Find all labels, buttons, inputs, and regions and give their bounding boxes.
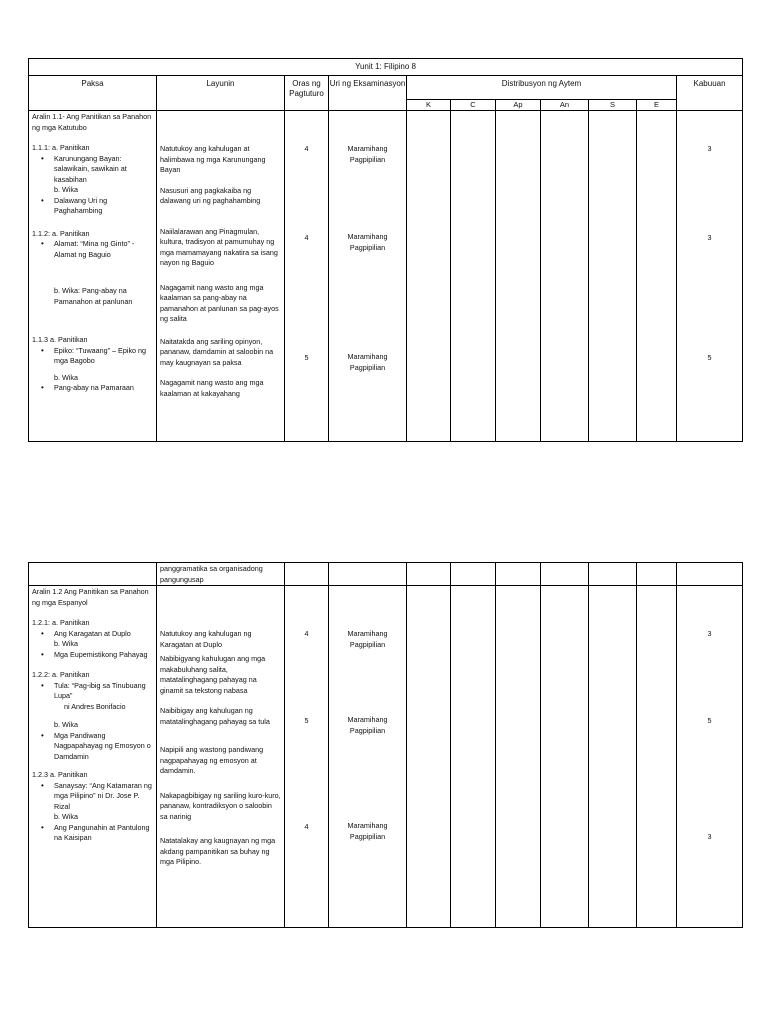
layunin-item: Napipili ang wastong pandiwang nagpapahayag ng emosyon at damdamin. bbox=[160, 745, 264, 775]
e-cell bbox=[637, 586, 677, 928]
layunin-cell bbox=[157, 586, 285, 928]
c-cell bbox=[451, 563, 496, 586]
layunin-item: Natutukoy ang kahulugan at halimbawa ng mga Karunungang Bayan bbox=[160, 144, 266, 174]
paksa-1-2-3: 1.2.3 a. Panitikan bbox=[32, 770, 88, 779]
paksa-wika: b. Wika bbox=[54, 372, 78, 382]
list-item: • Pang-abay na Pamaraan bbox=[54, 383, 153, 394]
uri-value: Maramihang Pagpipilian bbox=[347, 232, 388, 252]
s-cell bbox=[589, 111, 637, 442]
e-cell bbox=[637, 111, 677, 442]
k-cell bbox=[407, 563, 451, 586]
subheader-an: An bbox=[541, 100, 589, 111]
layunin-item: Naitatakda ang sariling opinyon, pananaw, damdamin at saloobin na may kaugnayan sa paksa bbox=[160, 336, 274, 367]
ap-cell bbox=[496, 563, 541, 586]
ap-cell bbox=[496, 111, 541, 442]
oras-value: 4 bbox=[304, 144, 309, 153]
aralin-heading: Aralin 1.1- Ang Panitikan sa Panahon ng mga Katutubo bbox=[32, 112, 152, 132]
oras-cell bbox=[285, 586, 329, 928]
aralin-heading: Aralin 1.2 Ang Panitikan sa Panahon ng mga Espanyol bbox=[32, 587, 149, 607]
e-cell bbox=[637, 563, 677, 586]
kabuuan-cell bbox=[677, 111, 743, 442]
list-item: • Mga Pandiwang Nagpapahayag ng Emosyon o Damdamin bbox=[54, 731, 153, 763]
list-item: • Dalawang Uri ng Paghahambing bbox=[54, 196, 153, 217]
paksa-wika: b. Wika bbox=[54, 812, 78, 821]
table-yunit-1 bbox=[28, 58, 743, 442]
list-item: • Tula: “Pag-ibig sa Tinubuang Lupa” bbox=[54, 681, 153, 702]
kabuuan-cell bbox=[677, 563, 743, 586]
paksa-1-1-2: 1.1.2: a. Panitikan bbox=[32, 228, 90, 238]
subheader-ap: Ap bbox=[496, 100, 541, 111]
uri-value: Maramihang Pagpipilian bbox=[347, 821, 388, 841]
paksa-1-1-3: 1.1.3 a. Panitikan bbox=[32, 335, 88, 344]
layunin-item: Nakapagbibigay ng sariling kuro-kuro, pananaw, kontradiksyon o saloobin sa narinig bbox=[160, 790, 281, 821]
header-oras: Oras ng Pagtuturo bbox=[285, 76, 329, 111]
oras-value: 4 bbox=[304, 232, 309, 242]
list-item: • Alamat: “Mina ng Ginto” - Alamat ng Baguio bbox=[54, 239, 153, 260]
uri-value: Maramihang Pagpipilian bbox=[347, 629, 388, 649]
header-distribusyon: Distribusyon ng Aytem bbox=[407, 76, 677, 100]
layunin-item: Nagagamit nang wasto ang mga kaalaman sa pang-abay na pamanahon at panlunan sa pag-ayos ng salita bbox=[160, 282, 279, 323]
uri-cell bbox=[329, 111, 407, 442]
uri-value: Maramihang Pagpipilian bbox=[347, 144, 388, 164]
oras-value: 4 bbox=[304, 822, 309, 831]
header-layunin: Layunin bbox=[157, 76, 285, 111]
kabuuan-value: 3 bbox=[707, 629, 712, 638]
an-cell bbox=[541, 111, 589, 442]
subheader-e: E bbox=[637, 100, 677, 111]
uri-value: Maramihang Pagpipilian bbox=[347, 352, 388, 372]
paksa-wika: b. Wika bbox=[54, 185, 78, 194]
list-item: • Ang Karagatan at Duplo bbox=[54, 629, 153, 640]
table-title: Yunit 1: Filipino 8 bbox=[29, 59, 743, 76]
kabuuan-cell bbox=[677, 586, 743, 928]
k-cell bbox=[407, 111, 451, 442]
list-item: • Karunungang Bayan: salawikain, sawikain at kasabihan bbox=[54, 154, 153, 186]
paksa-1-2-1: 1.2.1: a. Panitikan bbox=[32, 618, 90, 627]
paksa-author: ni Andres Bonifacio bbox=[64, 701, 126, 711]
oras-value: 5 bbox=[304, 715, 309, 725]
kabuuan-value: 5 bbox=[707, 715, 712, 725]
paksa-cell bbox=[29, 563, 157, 586]
subheader-k: K bbox=[407, 100, 451, 111]
layunin-cell bbox=[157, 111, 285, 442]
subheader-c: C bbox=[451, 100, 496, 111]
an-cell bbox=[541, 586, 589, 928]
oras-value: 4 bbox=[304, 629, 309, 638]
subheader-s: S bbox=[589, 100, 637, 111]
oras-cell bbox=[285, 563, 329, 586]
kabuuan-value: 3 bbox=[707, 232, 712, 242]
oras-value: 5 bbox=[304, 353, 309, 362]
kabuuan-value: 3 bbox=[707, 144, 712, 153]
uri-cell bbox=[329, 563, 407, 586]
paksa-wika: b. Wika bbox=[54, 639, 78, 648]
c-cell bbox=[451, 111, 496, 442]
layunin-item: Nagagamit nang wasto ang mga kaalaman at kakayahang bbox=[160, 378, 264, 398]
layunin-continued: panggramatika sa organisadong pangungusap bbox=[157, 563, 285, 586]
uri-cell bbox=[329, 586, 407, 928]
paksa-1-1-1: 1.1.1: a. Panitikan bbox=[32, 143, 90, 152]
uri-value: Maramihang Pagpipilian bbox=[347, 715, 388, 735]
layunin-item: Nabibigyang kahulugan ang mga makabuluhang salita, matatalinghagang pahayag na ginamit sa tekstong nabasa bbox=[160, 654, 266, 695]
list-item: • Epiko: “Tuwaang” – Epiko ng mga Bagobo bbox=[54, 346, 153, 367]
list-item: • Ang Pangunahin at Pantulong na Kaisipan bbox=[54, 823, 153, 844]
table-yunit-1-continued bbox=[28, 562, 743, 928]
header-paksa: Paksa bbox=[29, 76, 157, 111]
layunin-item: Natatalakay ang kaugnayan ng mga akdang pampanitikan sa buhay ng mga Pilipino. bbox=[160, 836, 276, 866]
an-cell bbox=[541, 563, 589, 586]
layunin-item: Naibibigay ang kahulugan ng matatalinghagang pahayag sa tula bbox=[160, 706, 270, 726]
kabuuan-value: 5 bbox=[707, 353, 712, 362]
s-cell bbox=[589, 563, 637, 586]
header-uri: Uri ng Eksaminasyon bbox=[329, 76, 407, 111]
paksa-wika: b. Wika bbox=[54, 720, 78, 729]
paksa-wika: b. Wika: Pang-abay na Pamanahon at panlunan bbox=[54, 286, 133, 306]
ap-cell bbox=[496, 586, 541, 928]
list-item: • Mga Eupemistikong Pahayag bbox=[54, 650, 153, 661]
layunin-item: Natutukoy ang kahulugan ng Karagatan at Duplo bbox=[160, 629, 252, 649]
layunin-item: Naiilalarawan ang Pinagmulan, kultura, tradisyon at pamumuhay ng mga mamamayang nakatira sa isang nayon ng Baguio bbox=[160, 226, 278, 267]
header-kabuuan: Kabuuan bbox=[677, 76, 743, 111]
paksa-cell bbox=[29, 111, 157, 442]
c-cell bbox=[451, 586, 496, 928]
kabuuan-value: 3 bbox=[707, 832, 712, 841]
oras-cell bbox=[285, 111, 329, 442]
k-cell bbox=[407, 586, 451, 928]
s-cell bbox=[589, 586, 637, 928]
list-item: • Sanaysay: “Ang Katamaran ng mga Pilipino” ni Dr. Jose P. Rizal bbox=[54, 781, 153, 813]
paksa-cell bbox=[29, 586, 157, 928]
layunin-item: Nasusuri ang pagkakaiba ng dalawang uri ng paghahambing bbox=[160, 185, 261, 205]
paksa-1-2-2: 1.2.2: a. Panitikan bbox=[32, 670, 90, 679]
